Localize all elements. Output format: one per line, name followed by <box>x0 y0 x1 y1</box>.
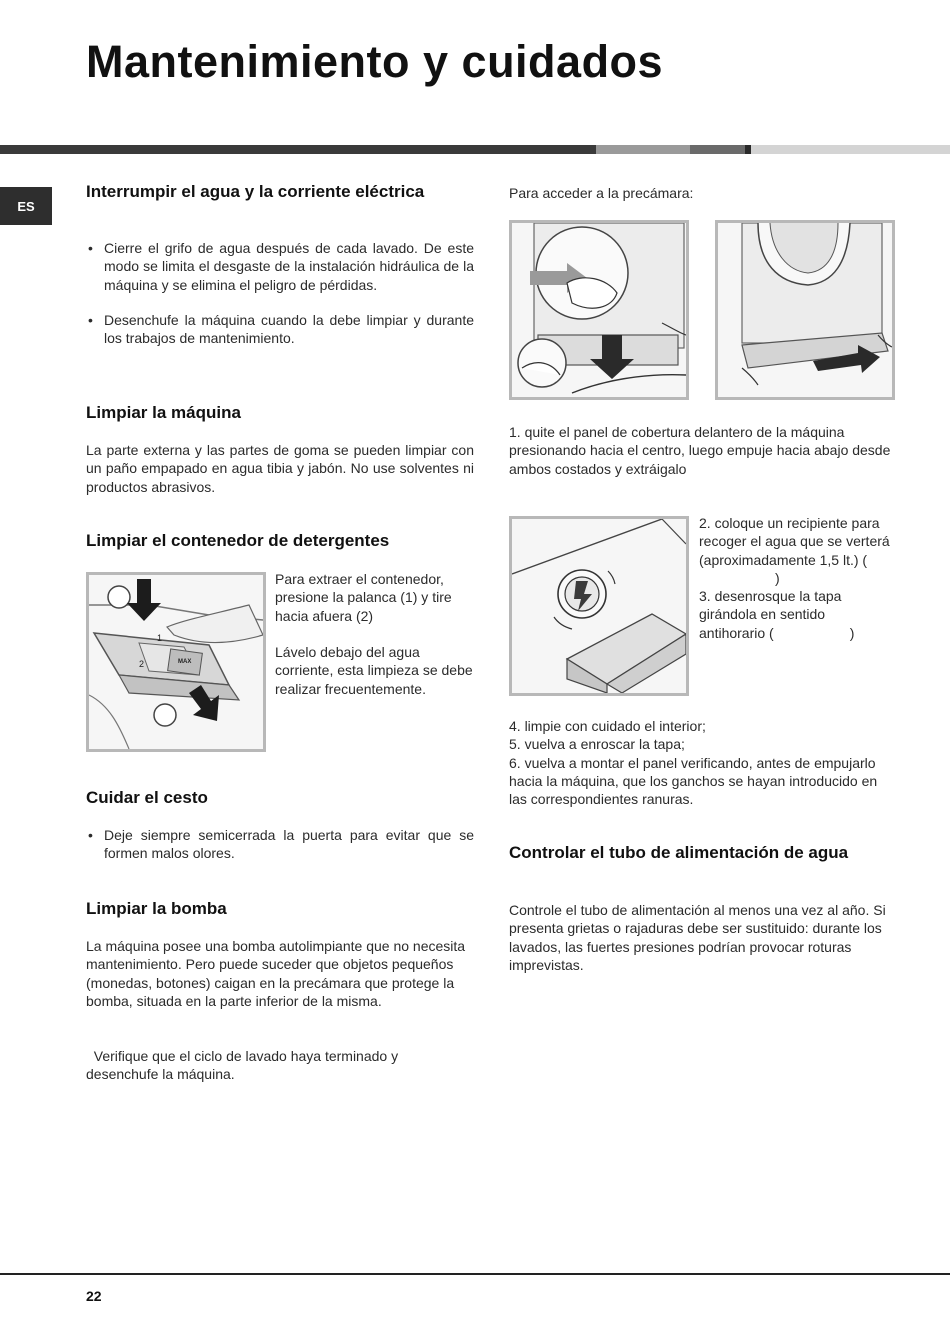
text-precamara-intro: Para acceder a la precámara: <box>509 185 694 201</box>
text-step-1: 1. quite el panel de cobertura delantero de la máquina presionando hacia el centro, luego empuje hacia abajo desde ambos costados y extráigalo <box>509 424 891 477</box>
pump-cap-figure <box>509 516 689 696</box>
text-bomba-1: La máquina posee una bomba autolimpiante que no necesita mantenimiento. Pero puede suceder que objetos pequeños (monedas, botones) caigan en la precámara que protege la bomba, situada en la parte inferior de la misma. <box>86 938 466 1009</box>
panel-extract-illustration <box>718 223 892 397</box>
detergent-drawer-figure <box>86 572 266 752</box>
max-label: MAX <box>178 659 192 665</box>
header-bar-mid <box>596 145 690 154</box>
list-agua-corriente <box>86 239 474 347</box>
text-bomba-2: Verifique que el ciclo de lavado haya terminado y desenchufe la máquina. <box>86 1048 402 1083</box>
language-tab: ES <box>0 187 52 225</box>
label-two: 2 <box>139 659 145 669</box>
steps-4-6 <box>509 717 894 808</box>
header-bar-dark <box>0 145 596 154</box>
heading-contenedor: Limpiar el contenedor de detergentes <box>86 531 390 550</box>
text-step-3-end: ) <box>849 624 855 641</box>
list-item: • Deje siempre semicerrada la puerta para evitar que se formen malos olores. <box>86 826 474 863</box>
text-contenedor-2: Lávelo debajo del agua corriente, esta limpieza se debe realizar frecuentemente. <box>275 644 473 697</box>
pump-cap-illustration <box>512 519 686 693</box>
header-bar-light <box>751 145 950 154</box>
heading-cesto: Cuidar el cesto <box>86 788 208 807</box>
steps-2-3 <box>699 514 895 642</box>
list-item: • Desenchufe la máquina cuando la debe limpiar y durante los trabajos de mantenimiento. <box>86 311 474 348</box>
text-tubo: Controle el tubo de alimentación al menos una vez al año. Si presenta grietas o rajaduras debe ser sustituido: durante los lavados, las fuertes presiones podrían provocar roturas imprevistas. <box>509 902 886 973</box>
page-title: Mantenimiento y cuidados <box>86 36 664 87</box>
text-step-3: 3. desenrosque la tapa girándola en sentido antihorario ( <box>699 588 842 641</box>
text-step-4: 4. limpie con cuidado el interior; <box>509 718 706 734</box>
text-maquina: La parte externa y las partes de goma se pueden limpiar con un paño empapado en agua tibia y jabón. No use solventes ni productos abrasivos. <box>86 442 474 495</box>
list-cesto <box>86 826 474 863</box>
footer-rule <box>0 1273 950 1275</box>
text-step-2: 2. coloque un recipiente para recoger el agua que se verterá (aproximadamente 1,5 lt.) ( <box>699 515 890 568</box>
page-number: 22 <box>86 1288 102 1304</box>
text-step-5: 5. vuelva a enroscar la tapa; <box>509 736 685 753</box>
detergent-drawer-illustration <box>89 575 263 749</box>
header-bar-dark2 <box>690 145 745 154</box>
heading-bomba: Limpiar la bomba <box>86 899 227 918</box>
panel-press-illustration <box>512 223 686 397</box>
list-item: • Cierre el grifo de agua después de cada lavado. De este modo se limita el desgaste de la instalación hidráulica de la máquina y se elimina el peligro de pérdidas. <box>86 239 474 294</box>
text-step-6: 6. vuelva a montar el panel verificando, antes de empujarlo hacia la máquina, que los ganchos se hayan introducido en las correspondientes ranuras. <box>509 754 878 808</box>
text-step-2-end: ) <box>775 569 780 586</box>
panel-removal-figure-2 <box>715 220 895 400</box>
label-one: 1 <box>157 633 163 643</box>
heading-tubo: Controlar el tubo de alimentación de agua <box>509 843 849 862</box>
heading-agua-corriente: Interrumpir el agua y la corriente eléctrica <box>86 182 425 201</box>
text-contenedor-1: Para extraer el contenedor, presione la palanca (1) y tire hacia afuera (2) <box>275 571 452 624</box>
heading-maquina: Limpiar la máquina <box>86 403 241 422</box>
panel-removal-figure-1 <box>509 220 689 400</box>
